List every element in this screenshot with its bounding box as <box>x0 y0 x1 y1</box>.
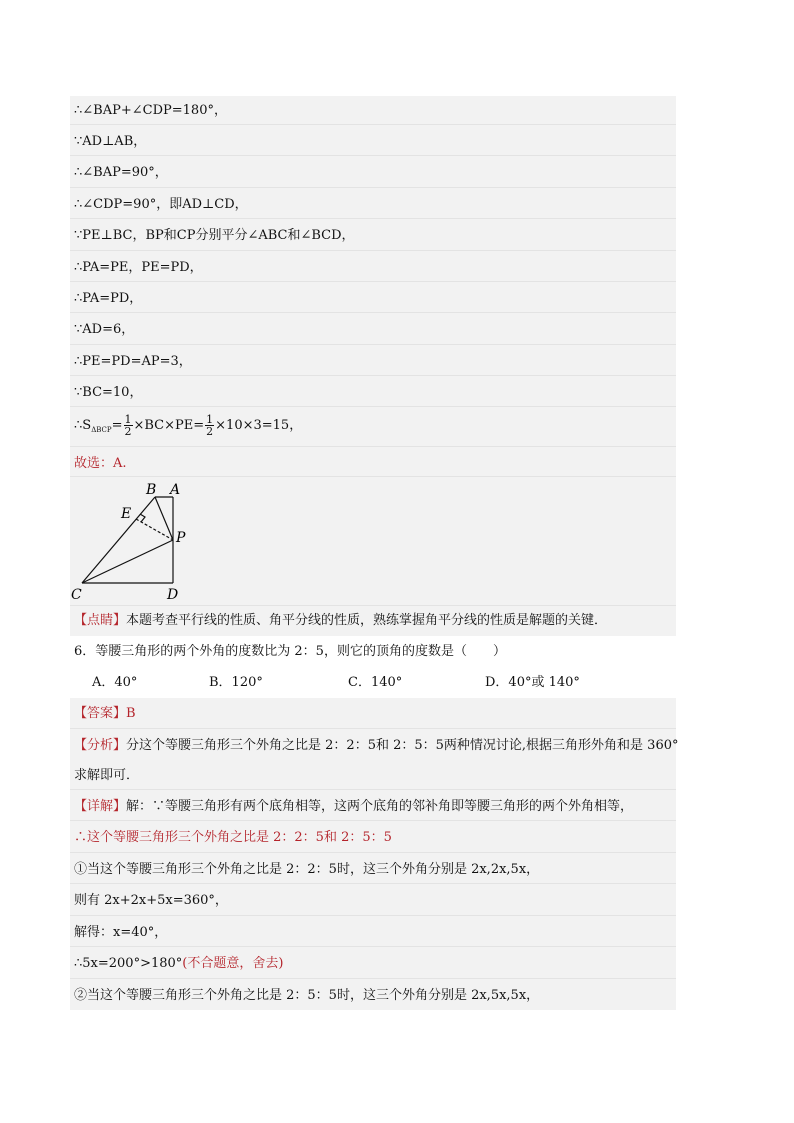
fraction-numerator: 1 <box>206 413 214 426</box>
solution-line-6: ∴PA=PE，PE=PD， <box>74 260 203 275</box>
solution-line-9: ∴PE=PD=AP=3， <box>74 354 192 369</box>
analysis-line-2: 求解即可． <box>74 768 140 783</box>
answer-tag: 【答案】 <box>74 706 127 721</box>
detail-line-6 <box>74 955 283 973</box>
separator <box>70 605 676 606</box>
separator <box>70 281 676 282</box>
separator <box>70 476 676 477</box>
separator <box>70 124 676 125</box>
separator <box>70 312 676 313</box>
separator <box>70 344 676 345</box>
area-formula <box>74 412 302 444</box>
detail-line-2: ∴这个等腰三角形三个外角之比是 2：2：5和 2：5：5 <box>74 830 392 845</box>
solution-line-2: ∵AD⊥AB， <box>74 134 147 149</box>
label-p: P <box>176 530 186 546</box>
analysis-line-1 <box>74 737 679 755</box>
solution-line-3: ∴∠BAP=90°， <box>74 165 168 180</box>
analysis-text: 分这个等腰三角形三个外角之比是 2：2：5和 2：5：5两种情况讨论,根据三角形外角和是 360° <box>126 738 679 753</box>
segment-cp <box>82 540 173 583</box>
label-c: C <box>71 587 82 603</box>
detail-text: 解：∵等腰三角形有两个底角相等，这两个底角的邻补角即等腰三角形的两个外角相等， <box>126 799 634 814</box>
answer-row <box>74 705 136 723</box>
separator <box>70 446 676 447</box>
label-a: A <box>170 482 181 498</box>
label-d: D <box>167 587 179 603</box>
separator <box>70 789 676 790</box>
detail-line-1 <box>74 798 633 816</box>
detail-line-4: 则有 2x+2x+5x=360°， <box>74 893 228 908</box>
solution-line-1: ∴∠BAP+∠CDP=180°， <box>74 103 227 118</box>
label-b: B <box>146 482 157 498</box>
segment-cb <box>82 497 155 583</box>
separator <box>70 820 676 821</box>
solution-line-8: ∵AD=6， <box>74 322 135 337</box>
separator <box>70 915 676 916</box>
solution-line-7: ∴PA=PD， <box>74 291 143 306</box>
detail-6-note: (不合题意，舍去) <box>182 956 284 971</box>
area-formula-subscript: ΔBCP <box>91 426 112 434</box>
separator <box>70 187 676 188</box>
separator <box>70 883 676 884</box>
answer-line: 故选：A. <box>74 456 127 471</box>
fraction-denominator: 2 <box>124 425 132 438</box>
fraction-half <box>205 414 214 437</box>
area-formula-mid: ×BC×PE= <box>133 418 205 433</box>
fraction-half <box>124 414 133 437</box>
label-e: E <box>121 506 132 522</box>
separator <box>70 218 676 219</box>
segment-bp <box>155 497 173 540</box>
separator <box>70 406 676 407</box>
fraction-denominator: 2 <box>206 425 214 438</box>
separator <box>70 375 676 376</box>
detail-line-5: 解得：x=40°， <box>74 925 168 940</box>
area-formula-prefix: ∴S <box>74 418 92 433</box>
comment-tag: 【点睛】 <box>74 613 127 628</box>
separator <box>70 728 676 729</box>
geometry-figure <box>70 478 200 603</box>
answer-value: B <box>126 706 136 721</box>
fraction-numerator: 1 <box>124 413 132 426</box>
solution-line-10: ∵BC=10， <box>74 385 143 400</box>
detail-6-main: ∴5x=200°>180° <box>74 956 183 971</box>
detail-line-3: ①当这个等腰三角形三个外角之比是 2：2：5时，这三个外角分别是 2x,2x,5x， <box>74 862 540 877</box>
separator <box>70 978 676 979</box>
detail-tag: 【详解】 <box>74 799 127 814</box>
question-6-stem: 6．等腰三角形的两个外角的度数比为 2：5，则它的顶角的度数是（ ） <box>74 644 506 659</box>
solution-line-4: ∴∠CDP=90°，即AD⊥CD， <box>74 197 248 212</box>
separator <box>70 946 676 947</box>
area-formula-tail: ×10×3=15， <box>215 418 303 433</box>
separator <box>70 852 676 853</box>
comment-text: 本题考查平行线的性质、角平分线的性质，熟练掌握角平分线的性质是解题的关键． <box>126 613 608 628</box>
analysis-tag: 【分析】 <box>74 738 127 753</box>
option-c: C．140° <box>348 675 403 690</box>
separator <box>70 155 676 156</box>
option-d: D．40°或 140° <box>485 675 580 690</box>
solution-line-5: ∵PE⊥BC，BP和CP分别平分∠ABC和∠BCD， <box>74 228 355 243</box>
area-formula-eq: = <box>111 418 123 433</box>
option-b: B．120° <box>209 675 263 690</box>
comment-line <box>74 612 607 630</box>
separator <box>70 250 676 251</box>
detail-line-7: ②当这个等腰三角形三个外角之比是 2：5：5时，这三个外角分别是 2x,5x,5x， <box>74 988 540 1003</box>
option-a: A．40° <box>92 675 138 690</box>
right-angle-mark <box>140 514 145 522</box>
